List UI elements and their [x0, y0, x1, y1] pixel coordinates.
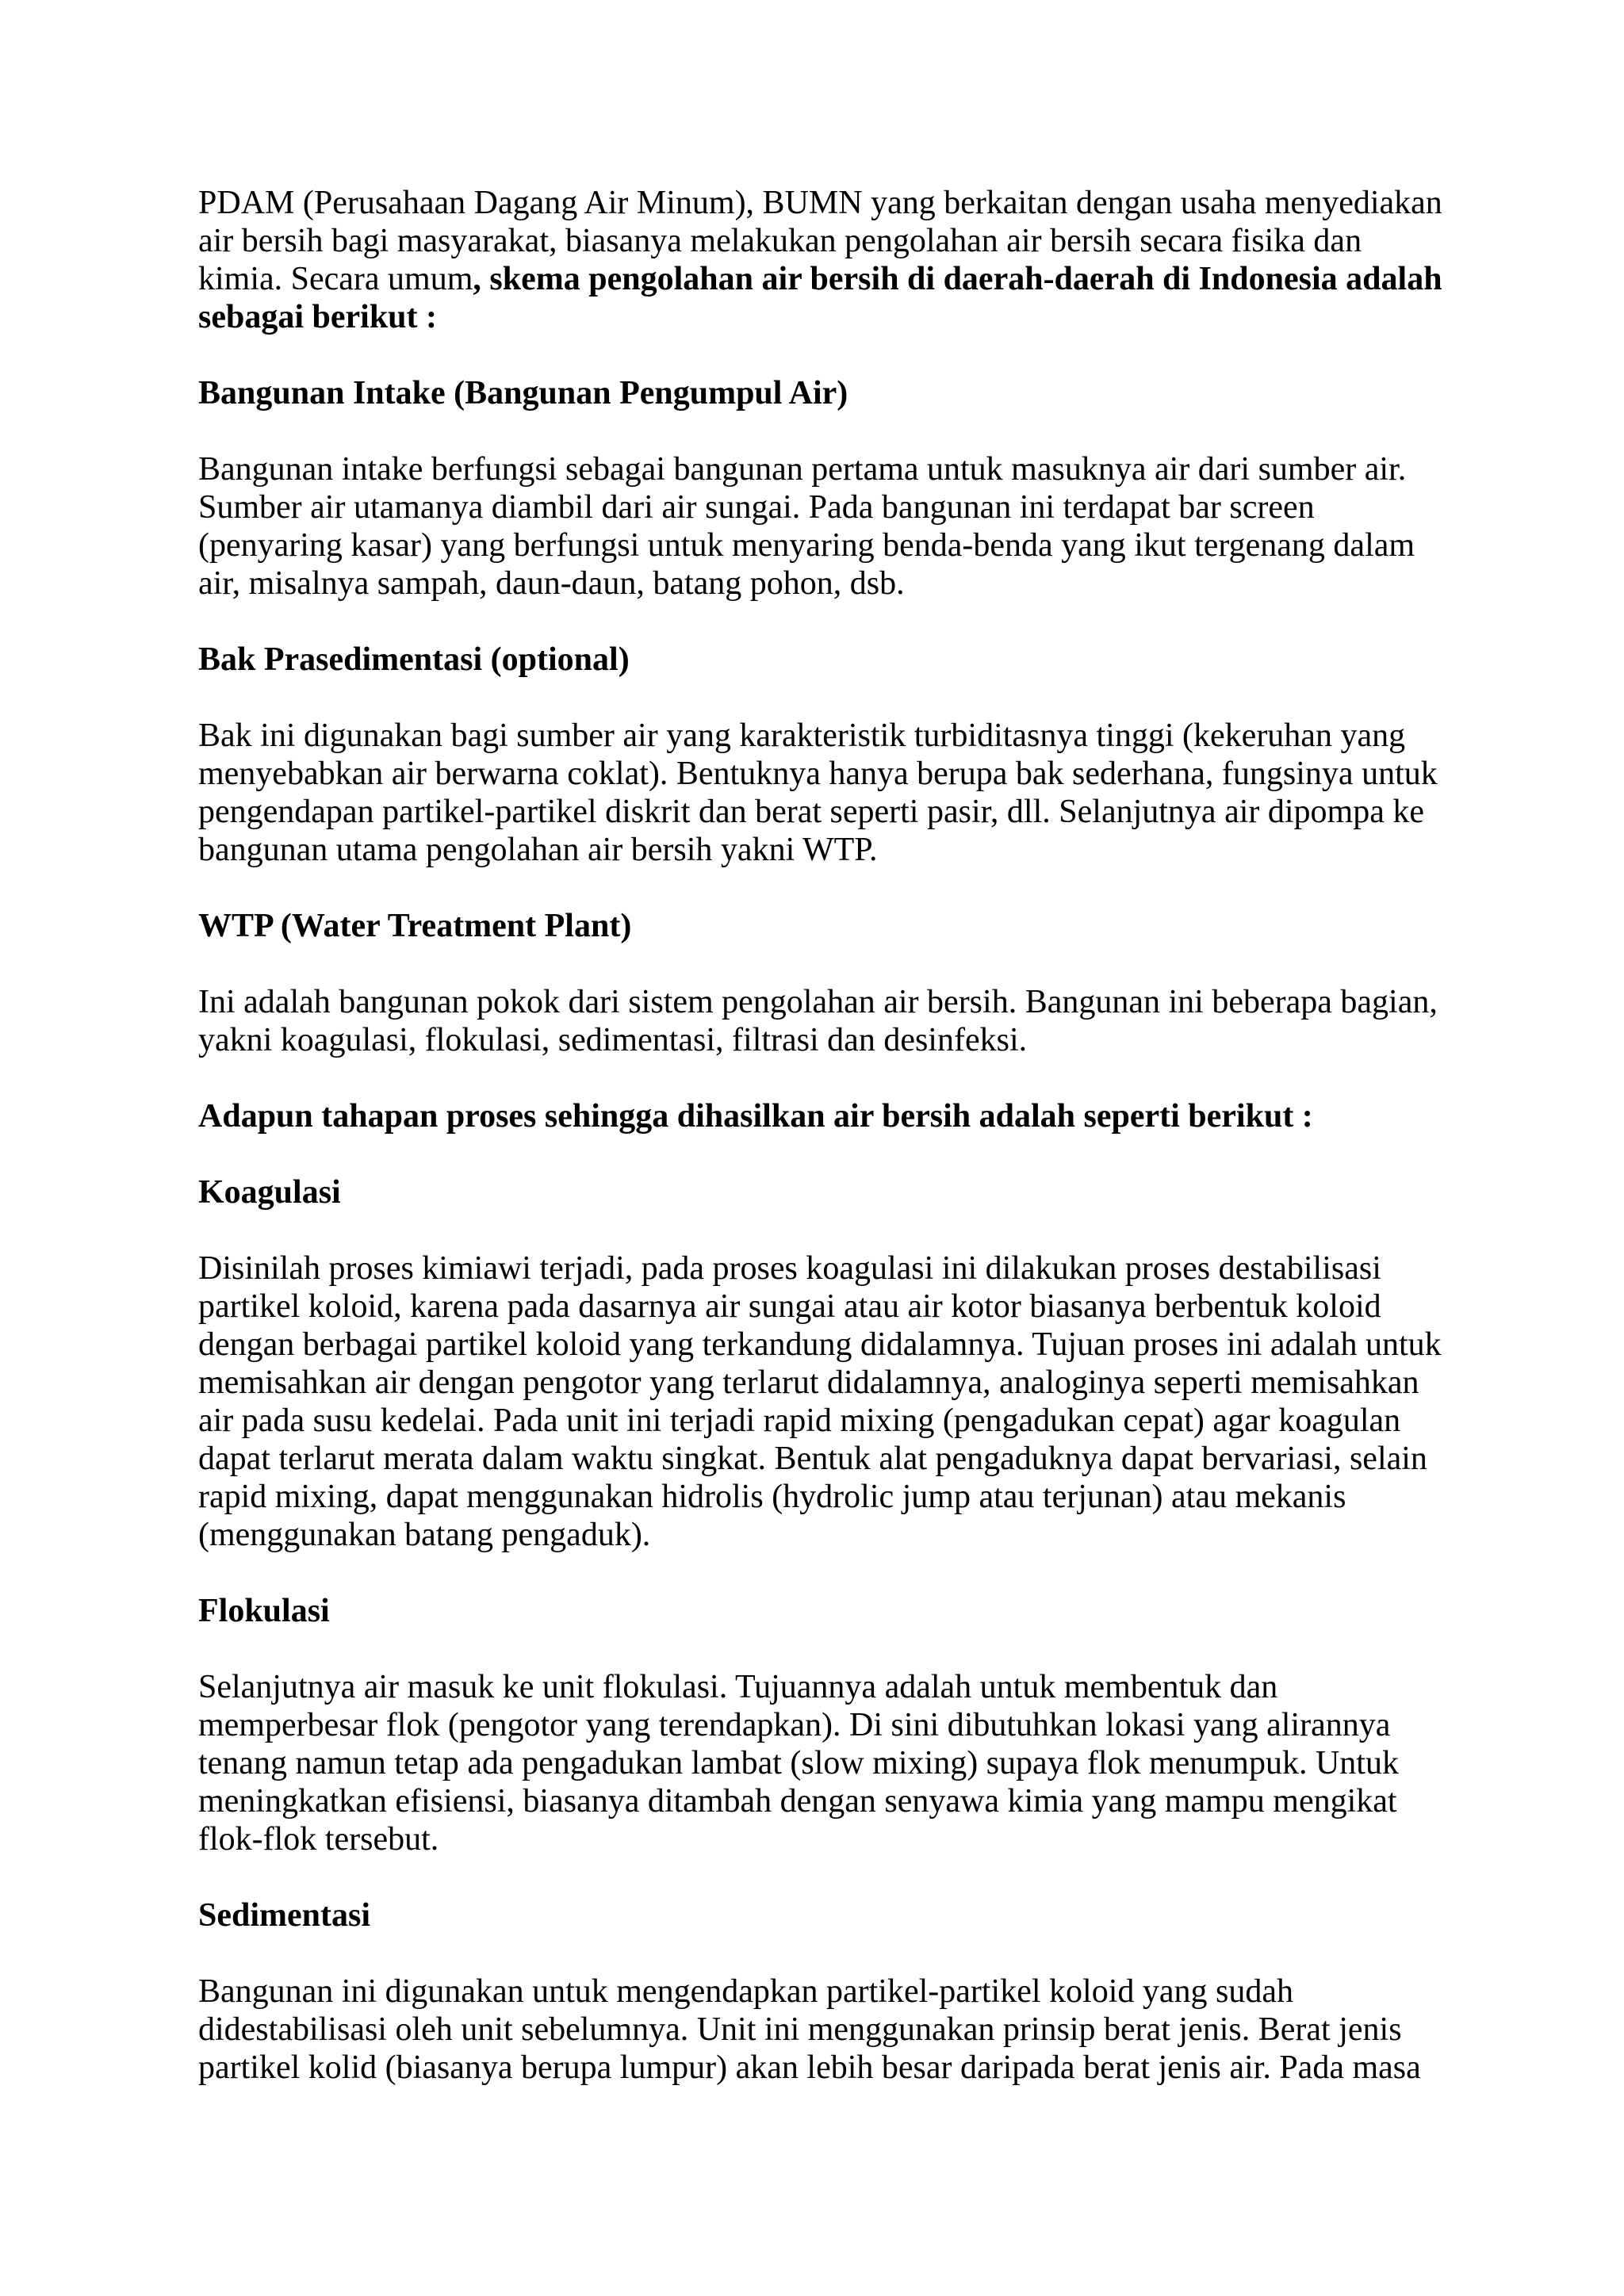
- section-heading-tahapan: Adapun tahapan proses sehingga dihasilkan air bersih adalah seperti berikut :: [198, 1098, 1313, 1135]
- section-heading-prasedimentasi: Bak Prasedimentasi (optional): [198, 641, 630, 678]
- text-line: flok-flok tersebut.: [198, 1821, 439, 1858]
- text-line: tenang namun tetap ada pengadukan lambat (slow mixing) supaya flok menumpuk. Untuk: [198, 1745, 1399, 1781]
- text-line: dapat terlarut merata dalam waktu singkat. Bentuk alat pengaduknya dapat bervariasi, selain: [198, 1441, 1427, 1477]
- text-line: (penyaring kasar) yang berfungsi untuk menyaring benda-benda yang ikut tergenang dalam: [198, 527, 1415, 564]
- section-heading-sedimentasi: Sedimentasi: [198, 1897, 371, 1934]
- text-line: air bersih bagi masyarakat, biasanya melakukan pengolahan air bersih secara fisika dan: [198, 223, 1362, 259]
- text-line: Selanjutnya air masuk ke unit flokulasi. Tujuannya adalah untuk membentuk dan: [198, 1669, 1278, 1705]
- wtp-paragraph: [198, 983, 1438, 1059]
- text-line: air, misalnya sampah, daun-daun, batang pohon, dsb.: [198, 565, 905, 602]
- text-line: yakni koagulasi, flokulasi, sedimentasi, filtrasi dan desinfeksi.: [198, 1022, 1028, 1058]
- text-line: sebagai berikut :: [198, 299, 438, 335]
- text-line: [198, 260, 1442, 298]
- text-line: Sumber air utamanya diambil dari air sungai. Pada bangunan ini terdapat bar screen: [198, 489, 1315, 526]
- text-line: partikel kolid (biasanya berupa lumpur) akan lebih besar daripada berat jenis air. Pada masa: [198, 2049, 1421, 2086]
- text-line: Bangunan intake berfungsi sebagai bangunan pertama untuk masuknya air dari sumber air.: [198, 451, 1407, 488]
- text-line: air pada susu kedelai. Pada unit ini terjadi rapid mixing (pengadukan cepat) agar koagulan: [198, 1402, 1401, 1439]
- document-body: [198, 184, 1442, 2125]
- text-line: partikel koloid, karena pada dasarnya air sungai atau air kotor biasanya berbentuk koloid: [198, 1288, 1381, 1325]
- text-line: Disinilah proses kimiawi terjadi, pada proses koagulasi ini dilakukan proses destabilisasi: [198, 1250, 1381, 1287]
- section-heading-koagulasi: Koagulasi: [198, 1174, 341, 1211]
- text-line: rapid mixing, dapat menggunakan hidrolis (hydrolic jump atau terjunan) atau mekanis: [198, 1479, 1346, 1515]
- text-line: Ini adalah bangunan pokok dari sistem pengolahan air bersih. Bangunan ini beberapa bagian,: [198, 984, 1438, 1020]
- text-line: Bak ini digunakan bagi sumber air yang karakteristik turbiditasnya tinggi (kekeruhan yang: [198, 718, 1406, 754]
- text-line: (menggunakan batang pengaduk).: [198, 1517, 651, 1553]
- intro-text-bold: , skema pengolahan air bersih di daerah-daerah di Indonesia adalah: [473, 261, 1442, 297]
- text-line: PDAM (Perusahaan Dagang Air Minum), BUMN yang berkaitan dengan usaha menyediakan: [198, 185, 1442, 221]
- text-line: memperbesar flok (pengotor yang terendapkan). Di sini dibutuhkan lokasi yang alirannya: [198, 1707, 1391, 1743]
- intro-text-normal: kimia. Secara umum: [198, 261, 473, 297]
- intro-paragraph: [198, 184, 1442, 336]
- koagulasi-paragraph: [198, 1249, 1442, 1554]
- text-line: meningkatkan efisiensi, biasanya ditambah dengan senyawa kimia yang mampu mengikat: [198, 1783, 1397, 1820]
- text-line: pengendapan partikel-partikel diskrit dan berat seperti pasir, dll. Selanjutnya air dipompa ke: [198, 794, 1424, 830]
- flokulasi-paragraph: [198, 1668, 1435, 1858]
- text-line: dengan berbagai partikel koloid yang terkandung didalamnya. Tujuan proses ini adalah untuk: [198, 1326, 1442, 1363]
- section-heading-wtp: WTP (Water Treatment Plant): [198, 908, 632, 944]
- prasedimentasi-paragraph: [198, 717, 1438, 869]
- text-line: didestabilisasi oleh unit sebelumnya. Unit ini menggunakan prinsip berat jenis. Berat jenis: [198, 2011, 1402, 2048]
- section-heading-flokulasi: Flokulasi: [198, 1593, 330, 1629]
- text-line: Bangunan ini digunakan untuk mengendapkan partikel-partikel koloid yang sudah: [198, 1973, 1293, 2010]
- section-heading-intake: Bangunan Intake (Bangunan Pengumpul Air): [198, 375, 848, 411]
- text-line: bangunan utama pengolahan air bersih yakni WTP.: [198, 832, 878, 868]
- sedimentasi-paragraph: [198, 1973, 1435, 2087]
- text-line: memisahkan air dengan pengotor yang terlarut didalamnya, analoginya seperti memisahkan: [198, 1364, 1419, 1401]
- intake-paragraph: [198, 450, 1435, 603]
- text-line: menyebabkan air berwarna coklat). Bentuknya hanya berupa bak sederhana, fungsinya untuk: [198, 756, 1438, 792]
